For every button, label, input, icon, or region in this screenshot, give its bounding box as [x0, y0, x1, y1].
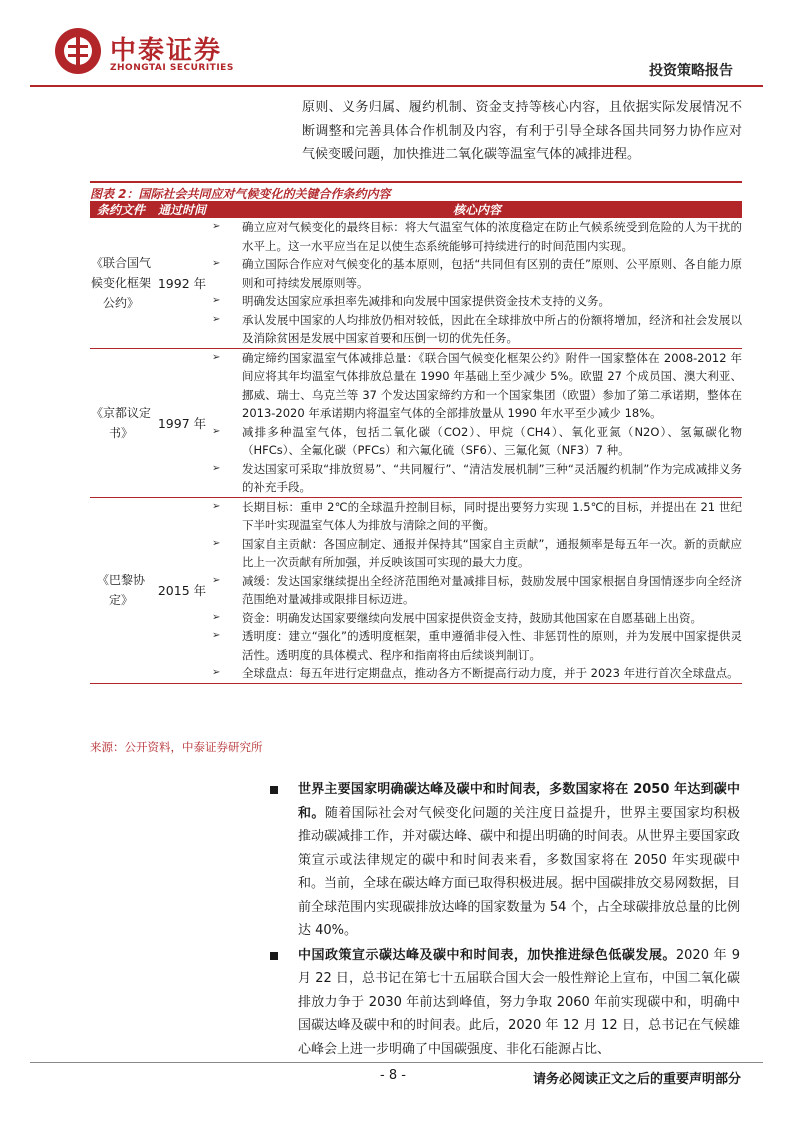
page-header	[0, 0, 793, 90]
bullet-text	[298, 944, 740, 1062]
treaty-content	[212, 348, 742, 497]
treaty-content	[212, 497, 742, 683]
content-point	[212, 349, 742, 423]
column-header-year: 通过时间	[152, 201, 212, 218]
point-text: 明确发达国家应承担率先减排和向发展中国家提供资金技术支持的义务。	[242, 294, 610, 308]
point-text: 透明度：建立“强化”的透明度框架，重申遵循非侵入性、非惩罚性的原则，并为发展中国家提供灵活性。透明度的具体模式、程序和指南将由后续谈判制订。	[242, 629, 742, 662]
bullet-body: 随着国际社会对气候变化问题的关注度日益提升，世界主要国家均积极推动碳减排工作，并对碳达峰、碳中和提出明确的时间表。从世界主要国家政策宣示或法律规定的碳中和时间表来看，多数国家将在 2050 年实现碳中和。当前，全球在碳达峰方面已取得积极进展。据中国碳排放交易网数据，目前全球范围内实现碳排放达峰的国家数量为 54 个，占全球碳排放总量的比例达 40%。	[298, 805, 741, 938]
column-header-content: 核心内容	[212, 201, 742, 218]
table-header-row	[90, 201, 742, 218]
content-point	[212, 535, 742, 572]
report-type: 投资策略报告	[649, 63, 733, 79]
bullet-text	[298, 778, 740, 943]
treaty-table	[90, 201, 742, 684]
content-point	[212, 609, 742, 628]
arrow-bullet-icon: ➢	[212, 500, 221, 512]
arrow-bullet-icon: ➢	[212, 425, 221, 437]
bullet-list	[270, 778, 740, 1062]
arrow-bullet-icon: ➢	[212, 351, 221, 363]
content-point	[212, 255, 742, 292]
logo-icon	[55, 28, 101, 74]
treaty-year: 1992 年	[152, 218, 212, 348]
table-body	[90, 218, 742, 683]
point-text: 国家自主贡献：各国应制定、通报并保持其“国家自主贡献”，通报频率是每五年一次。新的贡献应比上一次贡献有所加强，并反映该国可实现的最大力度。	[242, 536, 742, 569]
content-point	[212, 460, 742, 497]
figure-source: 来源：公开资料，中泰证券研究所	[90, 740, 263, 754]
point-text: 确立应对气候变化的最终目标：将大气温室气体的浓度稳定在防止气候系统受到危险的人为干扰的水平上。这一水平应当在足以使生态系统能够可持续进行的时间范围内实现。	[242, 220, 742, 253]
bullet-square-icon	[270, 944, 298, 1062]
arrow-bullet-icon: ➢	[212, 667, 221, 678]
content-point	[212, 218, 742, 255]
point-text: 减缓：发达国家继续提出全经济范围绝对量减排目标，鼓励发展中国家根据自身国情逐步向全经济范围绝对量减排或限排目标迈进。	[242, 573, 742, 606]
content-point	[212, 311, 742, 348]
point-text: 减排多种温室气体，包括二氧化碳（CO2）、甲烷（CH4）、氧化亚氮（N2O）、氢氟碳化物（HFCs）、全氟化碳（PFCs）和六氟化硫（SF6）、三氟化氮（NF3）7 种。	[242, 424, 742, 457]
content-point	[212, 572, 742, 609]
treaty-year: 1997 年	[152, 348, 212, 497]
point-text: 确定缔约国家温室气体减排总量：《联合国气候变化框架公约》附件一国家整体在 2008-2012 年间应将其年均温室气体排放总量在 1990 年基础上至少减少 5%。欧盟 27 个成员国、澳大利亚、挪威、瑞士、乌克兰等 37 个发达国家缔约方和一个国家集团（欧盟）参加了第二承诺期，整体在 2013-2020 年承诺期内将温室气体的全部排放量从 1990 年水平至少减少 18%。	[242, 350, 742, 420]
arrow-bullet-icon: ➢	[212, 574, 221, 586]
arrow-bullet-icon: ➢	[212, 221, 221, 232]
figure-title: 图表 2：国际社会共同应对气候变化的关键合作条约内容	[90, 181, 742, 202]
bullet-item	[270, 944, 740, 1062]
bullet-body: 2020 年 9 月 22 日，总书记在第七十五届联合国大会一般性辩论上宣布，中国二氧化碳排放力争于 2030 年前达到峰值，努力争取 2060 年前实现碳中和，明确中国碳达峰及碳中和的时间表。此后，2020 年 12 月 12 日，总书记在气候雄心峰会上进一步明确了中国碳强度、非化石能源占比、	[298, 947, 740, 1057]
footer-divider	[30, 1062, 763, 1063]
point-text: 资金：明确发达国家要继续向发展中国家提供资金支持，鼓励其他国家在自愿基础上出资。	[242, 610, 702, 625]
content-point	[212, 627, 742, 664]
arrow-bullet-icon: ➢	[212, 295, 221, 306]
footer-disclaimer: 请务必阅读正文之后的重要声明部分	[532, 1072, 741, 1087]
intro-paragraph: 原则、义务归属、履约机制、资金支持等核心内容，且依据实际发展情况不断调整和完善具体合作机制及内容，有利于引导全球各国共同努力协作应对气候变暖问题，加快推进二氧化碳等温室气体的减排进程。	[302, 100, 742, 162]
bullet-item	[270, 778, 740, 943]
arrow-bullet-icon: ➢	[212, 462, 221, 474]
header-divider	[30, 85, 763, 87]
page-number: - 8 -	[380, 1068, 406, 1083]
bullet-bold-lead: 中国政策宣示碳达峰及碳中和时间表，加快推进绿色低碳发展。	[298, 947, 676, 963]
arrow-bullet-icon: ➢	[212, 537, 221, 549]
treaty-year: 2015 年	[152, 497, 212, 683]
logo-english: ZHONGTAI SECURITIES	[110, 63, 234, 73]
content-point	[212, 423, 742, 460]
point-text: 承认发展中国家的人均排放仍相对较低，因此在全球排放中所占的份额将增加，经济和社会发展以及消除贫困是发展中国家首要和压倒一切的优先任务。	[242, 312, 742, 345]
point-text: 发达国家可采取“排放贸易”、“共同履行”、“清洁发展机制”三种“灵活履约机制”作为完成减排义务的补充手段。	[242, 461, 742, 494]
content-point	[212, 498, 742, 535]
arrow-bullet-icon: ➢	[212, 258, 221, 269]
point-text: 确立国际合作应对气候变化的基本原则，包括“共同但有区别的责任”原则、公平原则、各自能力原则和可持续发展原则等。	[242, 257, 742, 290]
table-row	[90, 348, 742, 497]
table-row	[90, 497, 742, 683]
content-point	[212, 664, 742, 683]
point-text: 长期目标：重申 2℃的全球温升控制目标，同时提出要努力实现 1.5℃的目标，并提出在 21 世纪下半叶实现温室气体人为排放与清除之间的平衡。	[242, 499, 742, 532]
bullet-bold-lead: 世界主要国家明确碳达峰及碳中和时间表，多数国家将在 2050 年达到碳中和。	[298, 782, 740, 821]
table-row	[90, 218, 742, 348]
treaty-name: 《京都议定书》	[90, 348, 152, 497]
bullet-square-icon	[270, 778, 298, 943]
treaty-name: 《联合国气候变化框架公约》	[90, 218, 152, 348]
arrow-bullet-icon: ➢	[212, 313, 221, 325]
treaty-name: 《巴黎协定》	[90, 497, 152, 683]
arrow-bullet-icon: ➢	[212, 630, 221, 641]
treaty-content	[212, 218, 742, 348]
column-header-doc: 条约文件	[90, 201, 152, 218]
content-point	[212, 292, 742, 311]
arrow-bullet-icon: ➢	[212, 611, 221, 623]
logo-name: 中泰证券	[110, 36, 223, 66]
point-text: 全球盘点：每五年进行定期盘点，推动各方不断提高行动力度，并于 2023 年进行首次全球盘点。	[242, 666, 739, 680]
